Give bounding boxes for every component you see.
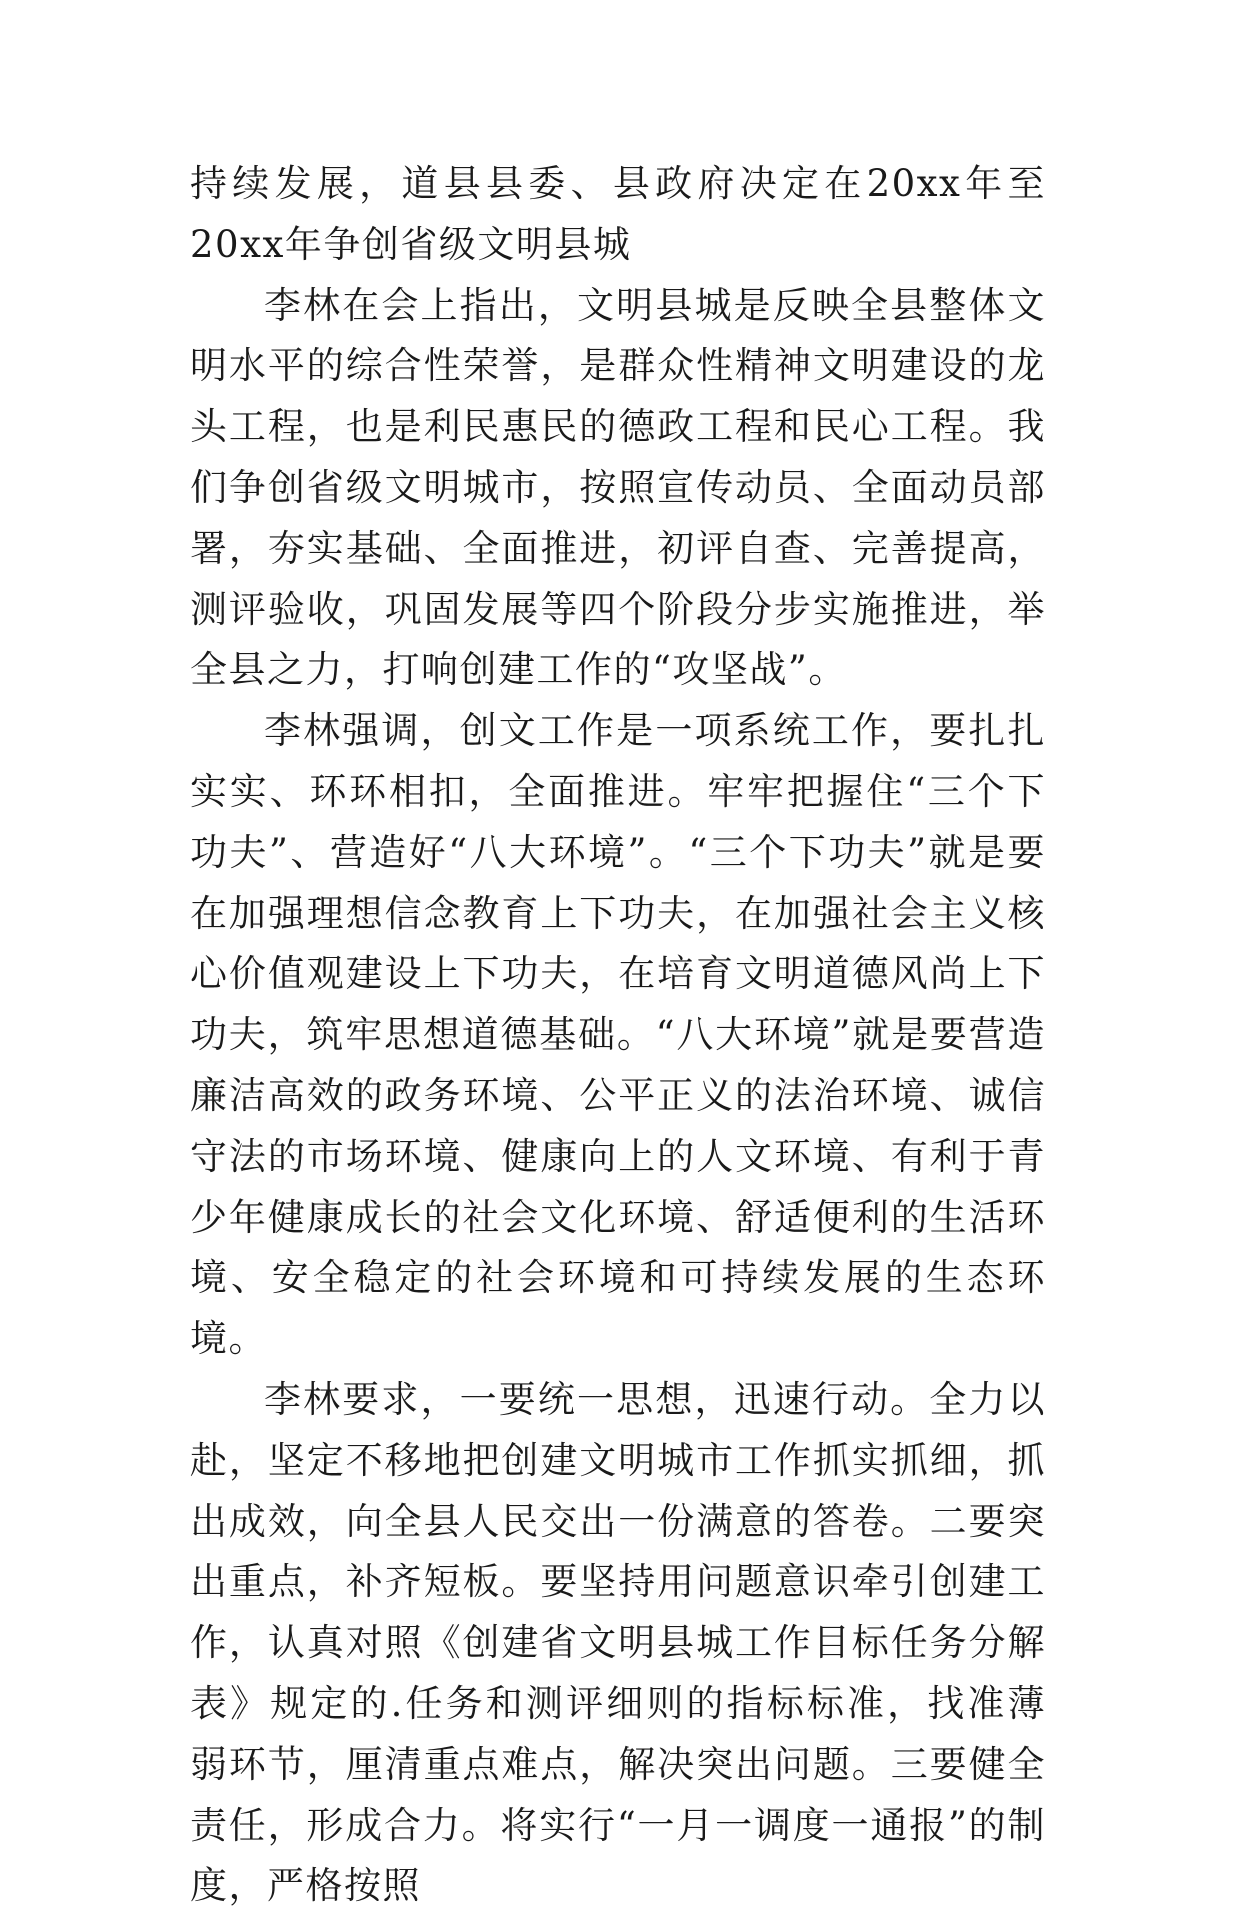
paragraph-4: 李林要求，一要统一思想，迅速行动。全力以赴，坚定不移地把创建文明城市工作抓实抓细，抓出成效，向全县人民交出一份满意的答卷。二要突出重点，补齐短板。要坚持用问题意识牵引创建工作，认真对照《创建省文明县城工作目标任务分解表》规定的.任务和测评细则的指标标准，找准薄弱环节，厘清重点难点，解决突出问题。三要健全责任，形成合力。将实行“一月一调度一通报”的制度，严格按照 — [190, 1377, 1046, 1908]
paragraph-2: 李林在会上指出，文明县城是反映全县整体文明水平的综合性荣誉，是群众性精神文明建设的龙头工程，也是利民惠民的德政工程和民心工程。我们争创省级文明城市，按照宣传动员、全面动员部署，夯实基础、全面推进，初评自查、完善提高，测评验收，巩固发展等四个阶段分步实施推进，举全县之力，打响创建工作的“攻坚战”。 — [190, 283, 1046, 692]
paragraph-3: 李林强调，创文工作是一项系统工作，要扎扎实实、环环相扣，全面推进。牢牢把握住“三个下功夫”、营造好“八大环境”。“三个下功夫”就是要在加强理想信念教育上下功夫，在加强社会主义核心价值观建设上下功夫，在培育文明道德风尚上下功夫，筑牢思想道德基础。“八大环境”就是要营造廉洁高效的政务环境、公平正义的法治环境、诚信守法的市场环境、健康向上的人文环境、有利于青少年健康成长的社会文化环境、舒适便利的生活环境、安全稳定的社会环境和可持续发展的生态环境。 — [190, 709, 1046, 1361]
document-body — [190, 154, 1046, 1917]
paragraph-1: 持续发展，道县县委、县政府决定在20xx年至20xx年争创省级文明县城 — [190, 162, 1046, 266]
